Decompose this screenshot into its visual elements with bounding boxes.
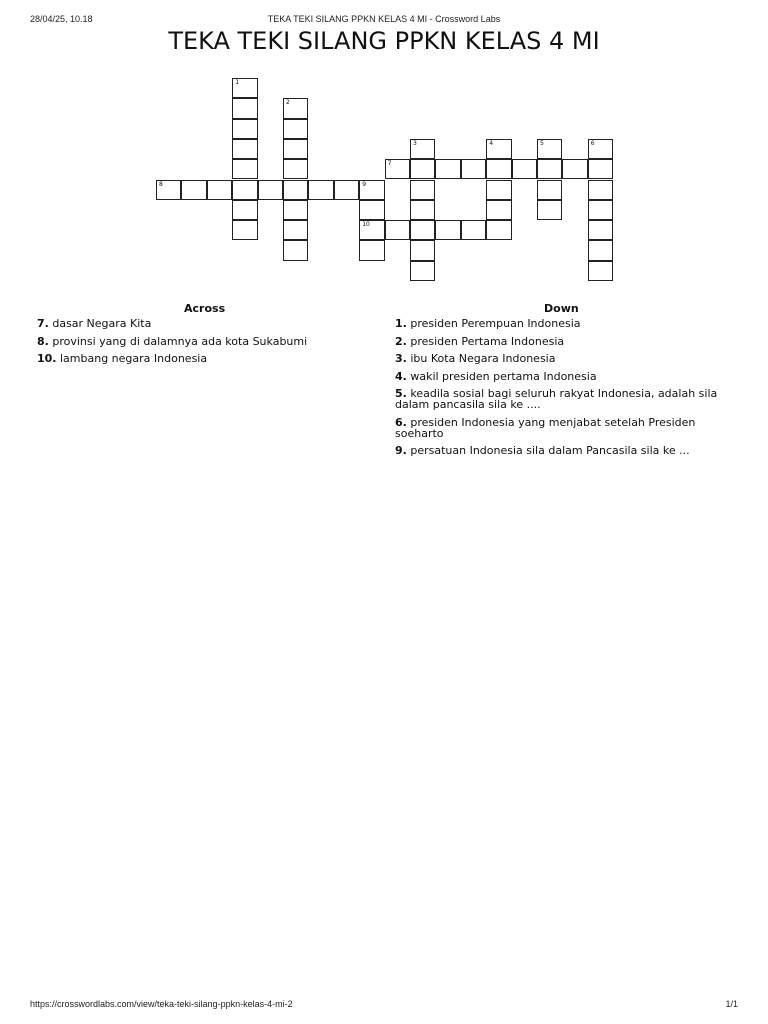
crossword-cell[interactable] (588, 240, 613, 260)
crossword-cell[interactable] (486, 139, 511, 159)
crossword-cell[interactable] (359, 180, 384, 200)
clue-across-10 (37, 353, 367, 364)
clue-text: wakil presiden pertama Indonesia (410, 369, 597, 383)
clue-text: lambang negara Indonesia (60, 352, 208, 365)
crossword-cell[interactable] (283, 119, 308, 139)
print-date: 28/04/25, 10.18 (30, 14, 93, 24)
clue-text: keadila sosial bagi seluruh rakyat Indonesia, adalah sila dalam pancasila sila ke .... (395, 387, 718, 411)
clue-down-9 (395, 445, 740, 456)
crossword-grid (0, 0, 768, 300)
clue-across-8 (37, 336, 367, 347)
clue-text: presiden Perempuan Indonesia (410, 317, 581, 330)
crossword-cell[interactable] (410, 159, 435, 179)
crossword-cell[interactable] (537, 200, 562, 220)
crossword-cell[interactable] (359, 240, 384, 260)
crossword-cell[interactable] (461, 220, 486, 240)
crossword-cell[interactable] (308, 180, 333, 200)
cell-number: 5 (540, 139, 544, 147)
crossword-cell[interactable] (359, 200, 384, 220)
clue-text: ibu Kota Negara Indonesia (410, 352, 556, 365)
clue-number: 5. (395, 387, 407, 400)
crossword-cell[interactable] (486, 180, 511, 200)
crossword-cell[interactable] (410, 261, 435, 281)
page-title: TEKA TEKI SILANG PPKN KELAS 4 MI (168, 27, 600, 55)
crossword-cell[interactable] (181, 180, 206, 200)
crossword-cell[interactable] (283, 200, 308, 220)
cell-number: 3 (413, 139, 417, 147)
crossword-cell[interactable] (410, 139, 435, 159)
crossword-cell[interactable] (359, 220, 384, 240)
crossword-cell[interactable] (537, 159, 562, 179)
clue-down-5 (395, 388, 740, 410)
crossword-cell[interactable] (410, 180, 435, 200)
crossword-cell[interactable] (232, 119, 257, 139)
print-page-number: 1/1 (725, 999, 738, 1009)
crossword-cell[interactable] (588, 200, 613, 220)
clue-down-6 (395, 417, 740, 439)
crossword-cell[interactable] (283, 180, 308, 200)
crossword-cell[interactable] (207, 180, 232, 200)
cell-number: 6 (590, 139, 595, 147)
print-footer-url: https://crosswordlabs.com/view/teka-teki-silang-ppkn-kelas-4-mi-2 (30, 999, 293, 1009)
crossword-cell[interactable] (334, 180, 359, 200)
crossword-cell[interactable] (283, 240, 308, 260)
crossword-cell[interactable] (258, 180, 283, 200)
crossword-cell[interactable] (512, 159, 537, 179)
clue-text: dasar Negara Kita (52, 317, 152, 330)
crossword-cell[interactable] (232, 220, 257, 240)
crossword-cell[interactable] (588, 261, 613, 281)
crossword-cell[interactable] (435, 220, 460, 240)
crossword-cell[interactable] (283, 139, 308, 159)
crossword-cell[interactable] (486, 200, 511, 220)
cell-number: 8 (159, 180, 163, 188)
crossword-cell[interactable] (537, 180, 562, 200)
crossword-cell[interactable] (283, 220, 308, 240)
across-clue-list (37, 318, 367, 371)
clue-text: presiden Indonesia yang menjabat setelah Presiden soeharto (395, 415, 696, 440)
crossword-cell[interactable] (232, 139, 257, 159)
cell-number: 10 (362, 221, 370, 229)
crossword-cell[interactable] (232, 159, 257, 179)
clue-number: 6. (395, 415, 407, 429)
clue-number: 8. (37, 334, 49, 348)
crossword-cell[interactable] (435, 159, 460, 179)
clue-text: persatuan Indonesia sila dalam Pancasila sila ke ... (410, 444, 690, 457)
cell-number: 7 (387, 160, 392, 168)
clue-number: 2. (395, 334, 407, 348)
crossword-cell[interactable] (410, 220, 435, 240)
clue-down-4 (395, 371, 740, 382)
across-heading: Across (184, 302, 226, 315)
clue-number: 4. (395, 369, 407, 383)
crossword-cell[interactable] (588, 159, 613, 179)
clue-text: presiden Pertama Indonesia (410, 334, 565, 348)
crossword-cell[interactable] (385, 159, 410, 179)
crossword-cell[interactable] (588, 220, 613, 240)
crossword-cell[interactable] (385, 220, 410, 240)
crossword-cell[interactable] (232, 78, 257, 98)
print-header-title: TEKA TEKI SILANG PPKN KELAS 4 MI - Crossword Labs (267, 14, 501, 24)
crossword-cell[interactable] (562, 159, 587, 179)
clue-across-7 (37, 318, 367, 329)
crossword-cell[interactable] (232, 98, 257, 118)
crossword-cell[interactable] (283, 159, 308, 179)
cell-number: 9 (362, 180, 367, 188)
clue-number: 10. (37, 352, 57, 365)
clue-number: 7. (37, 317, 49, 330)
down-clue-list (395, 318, 740, 463)
cell-number: 1 (235, 79, 240, 86)
clue-down-2 (395, 336, 740, 347)
crossword-cell[interactable] (410, 240, 435, 260)
clue-text: provinsi yang di dalamnya ada kota Sukabumi (52, 334, 308, 348)
clue-down-1 (395, 318, 740, 329)
crossword-cell[interactable] (486, 220, 511, 240)
clue-number: 9. (395, 444, 407, 457)
crossword-cell[interactable] (486, 159, 511, 179)
clue-number: 3. (395, 352, 407, 365)
crossword-cell[interactable] (588, 139, 613, 159)
crossword-cell[interactable] (232, 180, 257, 200)
clue-down-3 (395, 353, 740, 364)
cell-number: 2 (286, 99, 290, 107)
crossword-cell[interactable] (232, 200, 257, 220)
crossword-cell[interactable] (410, 200, 435, 220)
crossword-cell[interactable] (156, 180, 181, 200)
crossword-cell[interactable] (461, 159, 486, 179)
crossword-cell[interactable] (588, 180, 613, 200)
clue-number: 1. (395, 317, 407, 330)
cell-number: 4 (489, 139, 494, 147)
crossword-cell[interactable] (283, 98, 308, 118)
down-heading: Down (544, 302, 579, 315)
crossword-cell[interactable] (537, 139, 562, 159)
